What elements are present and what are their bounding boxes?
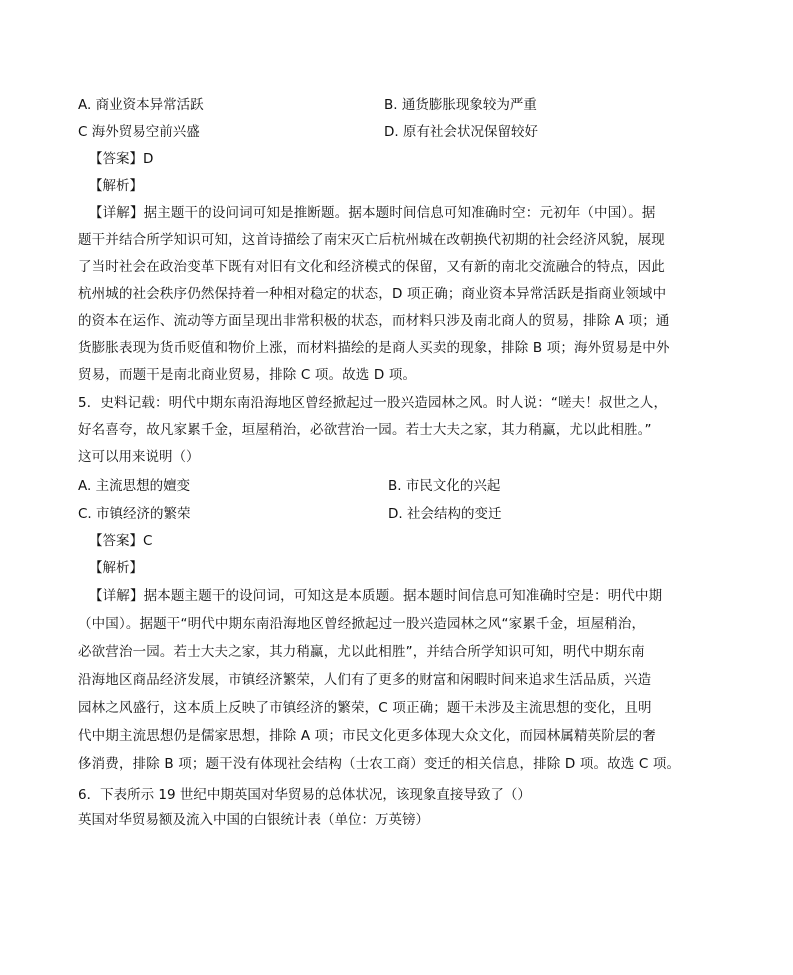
q5-option-d[interactable]: D. 社会结构的变迁: [388, 506, 502, 522]
q4-analysis-label: 【解析】: [89, 178, 143, 194]
q5-detail-line: 侈消费，排除 B 项；题干没有体现社会结构（士农工商）变迁的相关信息，排除 D 项。故选 C 项。: [78, 756, 681, 772]
q4-detail-line: 的资本在运作、流动等方面呈现出非常积极的状态，而材料只涉及南北商人的贸易，排除 A 项；通: [78, 313, 670, 329]
q5-detail-line: 沿海地区商品经济发展，市镇经济繁荣，人们有了更多的财富和闲暇时间来追求生活品质，兴造: [78, 672, 652, 688]
q4-detail-line: 了当时社会在政治变革下既有对旧有文化和经济模式的保留，又有新的南北交流融合的特点，因此: [78, 259, 665, 275]
q4-detail-line: 题干并结合所学知识可知，这首诗描绘了南宋灭亡后杭州城在改朝换代初期的社会经济风貌，展现: [78, 232, 665, 248]
q5-detail-line: 【详解】据本题主题干的设问词，可知这是本质题。据本题时间信息可知准确时空是：明代中期: [89, 588, 663, 604]
q4-answer: 【答案】D: [89, 151, 154, 167]
q4-option-d[interactable]: D. 原有社会状况保留较好: [384, 124, 538, 140]
q5-detail-line: 园林之风盛行，这本质上反映了市镇经济的繁荣，C 项正确；题干未涉及主流思想的变化，且明: [78, 700, 652, 716]
q4-option-c[interactable]: C 海外贸易空前兴盛: [78, 124, 200, 140]
q4-detail-line: 货膨胀表现为货币贬值和物价上涨，而材料描绘的是商人买卖的现象，排除 B 项；海外贸易是中外: [78, 340, 670, 356]
q6-table-title: 英国对华贸易额及流入中国的白银统计表（单位：万英镑）: [78, 812, 429, 828]
q4-detail-line: 贸易，而题干是南北商业贸易，排除 C 项。故选 D 项。: [78, 367, 417, 383]
q5-option-a[interactable]: A. 主流思想的嬗变: [78, 478, 191, 494]
q4-option-b[interactable]: B. 通货膨胀现象较为严重: [384, 97, 537, 113]
q5-option-c[interactable]: C. 市镇经济的繁荣: [78, 506, 191, 522]
q5-detail-line: （中国）。据题干“明代中期东南沿海地区曾经掀起过一股兴造园林之风“家累千金，垣屋稍治，: [78, 616, 646, 632]
q4-detail-line: 杭州城的社会秩序仍然保持着一种相对稳定的状态，D 项正确；商业资本异常活跃是指商业领域中: [78, 286, 667, 302]
q4-detail-line: 【详解】据主题干的设问词可知是推断题。据本题时间信息可知准确时空：元初年（中国）。据: [89, 205, 656, 221]
q5-stem-line: 5．史料记载：明代中期东南沿海地区曾经掀起过一股兴造园林之风。时人说：“嗟夫！叔世之人，: [78, 395, 668, 411]
q5-detail-line: 必欲营治一园。若士大夫之家，其力稍赢，尤以此相胜”，并结合所学知识可知，明代中期东南: [78, 644, 645, 660]
q4-option-a[interactable]: A. 商业资本异常活跃: [78, 97, 204, 113]
q5-stem-line: 这可以用来说明（）: [78, 449, 200, 465]
q5-option-b[interactable]: B. 市民文化的兴起: [388, 478, 501, 494]
q5-stem-line: 好名喜夸，故凡家累千金，垣屋稍治，必欲营治一园。若士大夫之家，其力稍赢，尤以此相胜。”: [78, 422, 652, 438]
q6-stem: 6．下表所示 19 世纪中期英国对华贸易的总体状况，该现象直接导致了（）: [78, 787, 531, 803]
q5-detail-line: 代中期主流思想仍是儒家思想，排除 A 项；市民文化更多体现大众文化，而园林属精英阶层的奢: [78, 728, 656, 744]
q5-answer: 【答案】C: [89, 533, 153, 549]
q5-analysis-label: 【解析】: [89, 560, 143, 576]
